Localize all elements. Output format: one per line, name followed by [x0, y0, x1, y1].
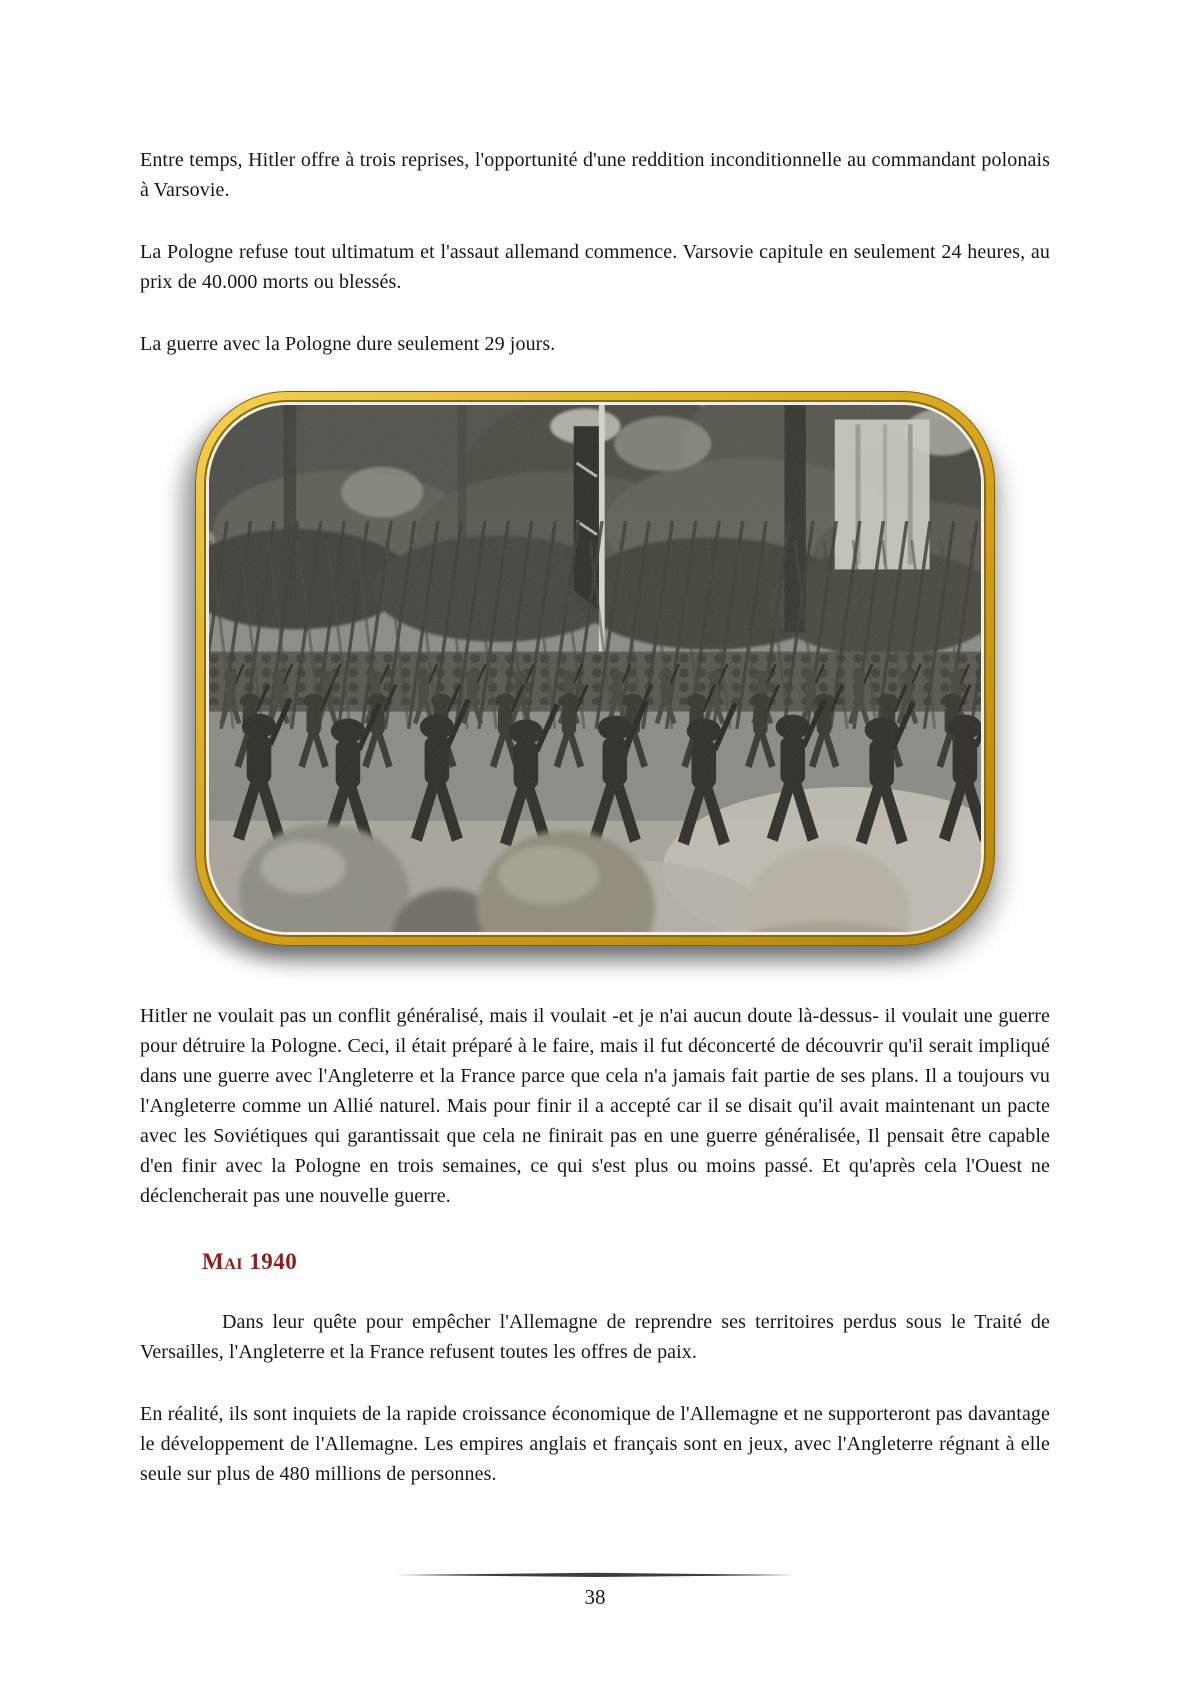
paragraph-entre-temps: Entre temps, Hitler offre à trois reprises, l'opportunité d'une reddition inconditionnelle au commandant polonais à Varsovie. — [140, 149, 1050, 201]
page-number: 38 — [584, 1585, 606, 1609]
section-heading-mai-1940: Mai 1940 — [202, 1249, 298, 1274]
paragraph-dans-leur-quete: Dans leur quête pour empêcher l'Allemagne de reprendre ses territoires perdus sous le Traité de Versailles, l'Angleterre et la France refusent toutes les offres de paix. — [140, 1311, 1050, 1363]
page-footer — [0, 1572, 1190, 1610]
soldiers-parade-photo — [209, 405, 981, 932]
gold-photo-frame — [195, 391, 995, 946]
paragraph-en-realite: En réalité, ils sont inquiets de la rapide croissance économique de l'Allemagne et ne supporteront pas davantage le développement de l'Allemagne. Les empires anglais et français sont en jeux, avec l'Angleterre régnant à elle seule sur plus de 480 millions de personnes. — [140, 1403, 1050, 1485]
footer-divider — [395, 1572, 795, 1578]
parade-photo-figure — [195, 391, 995, 946]
paragraph-guerre-29-jours: La guerre avec la Pologne dure seulement 29 jours. — [140, 333, 556, 355]
paragraph-hitler-conflit: Hitler ne voulait pas un conflit généralisé, mais il voulait -et je n'ai aucun doute là-dessus- il voulait une guerre pour détruire la Pologne. Ceci, il était préparé à le faire, mais il fut déconcerté de découvrir qu'il serait impliqué dans une guerre avec l'Angleterre et la France parce que cela n'a jamais fait partie de ses plans. Il a toujours vu l'Angleterre comme un Allié naturel. Mais pour finir il a accepté car il se disait qu'il avait maintenant un pacte avec les Soviétiques qui garantissait que cela ne finirait pas en une guerre généralisée, Il pensait être capable d'en finir avec la Pologne en trois semaines, ce qui s'est plus ou moins passé. Et qu'après cela l'Ouest ne déclencherait pas une nouvelle guerre. — [140, 1005, 1050, 1207]
paragraph-pologne-refuse: La Pologne refuse tout ultimatum et l'assaut allemand commence. Varsovie capitule en seulement 24 heures, au prix de 40.000 morts ou blessés. — [140, 241, 1050, 293]
